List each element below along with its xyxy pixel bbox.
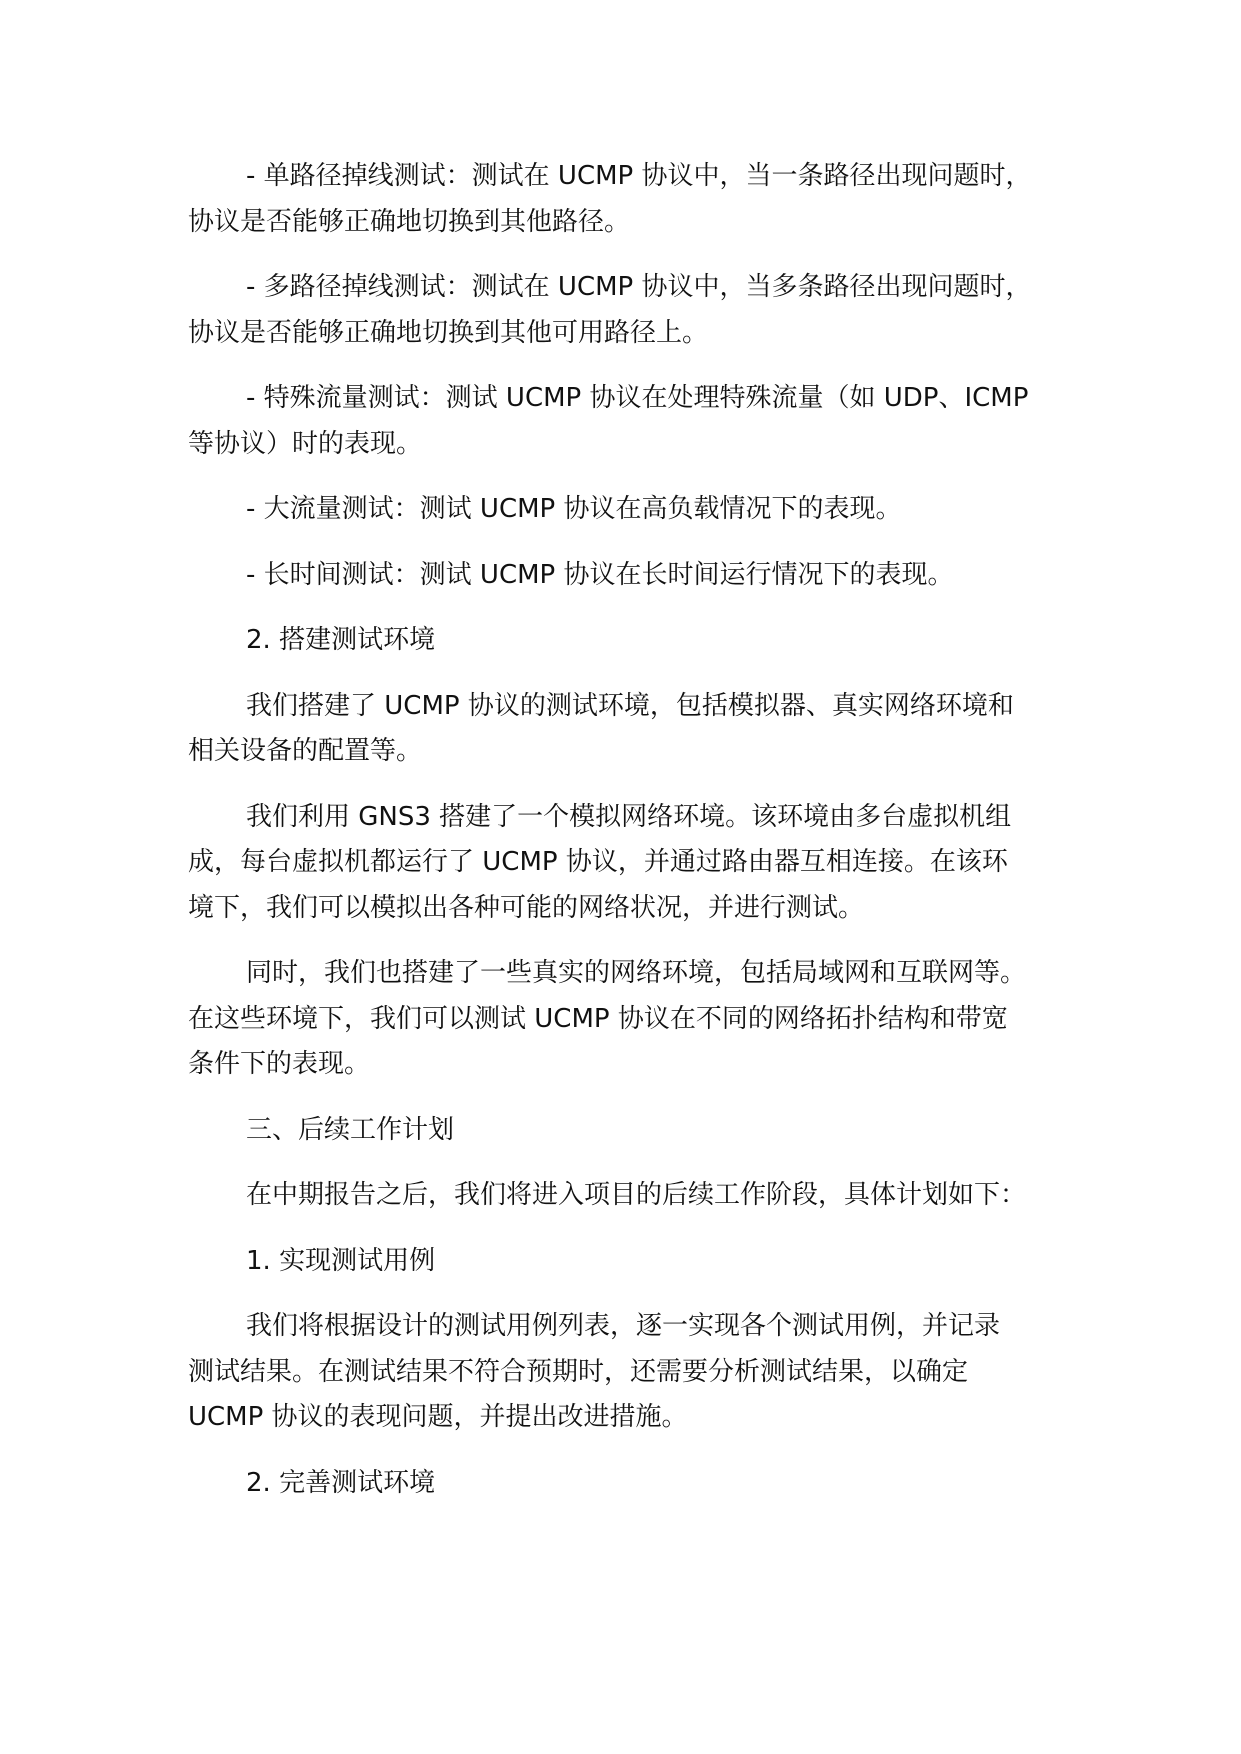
- paragraph-plan-intro: [188, 1173, 1088, 1219]
- paragraph-line: 测试结果。在测试结果不符合预期时，还需要分析测试结果，以确定: [188, 1356, 969, 1387]
- section-heading-build-environment: [188, 618, 1088, 664]
- paragraph-high-traffic-test: [188, 487, 1088, 533]
- paragraph-line: 同时，我们也搭建了一些真实的网络环境，包括局域网和互联网等。: [246, 958, 1027, 988]
- paragraph-line: - 特殊流量测试：测试 UCMP 协议在处理特殊流量（如 UDP、ICMP: [246, 383, 1029, 413]
- paragraph-line: - 长时间测试：测试 UCMP 协议在长时间运行情况下的表现。: [246, 559, 954, 590]
- heading-line: 2. 搭建测试环境: [246, 625, 436, 655]
- section-heading-implement-test-cases: [188, 1239, 1088, 1285]
- paragraph-line: 在中期报告之后，我们将进入项目的后续工作阶段，具体计划如下：: [246, 1180, 1027, 1210]
- paragraph-line: 协议是否能够正确地切换到其他路径。: [188, 206, 631, 237]
- paragraph-line: 我们将根据设计的测试用例列表，逐一实现各个测试用例，并记录: [246, 1311, 1001, 1341]
- paragraph-multi-path-test: [188, 265, 1088, 356]
- paragraph-line: 成，每台虚拟机都运行了 UCMP 协议，并通过路由器互相连接。在该环: [188, 847, 1008, 877]
- paragraph-line: 条件下的表现。: [188, 1049, 371, 1079]
- document-body: [188, 154, 1088, 1526]
- paragraph-single-path-test: [188, 154, 1088, 245]
- paragraph-line: - 多路径掉线测试：测试在 UCMP 协议中，当多条路径出现问题时，: [246, 272, 1032, 302]
- heading-line: 1. 实现测试用例: [246, 1245, 436, 1276]
- paragraph-line: 相关设备的配置等。: [188, 736, 423, 766]
- heading-line: 三、后续工作计划: [246, 1114, 455, 1145]
- paragraph-line: 协议是否能够正确地切换到其他可用路径上。: [188, 317, 709, 348]
- paragraph-line: 我们利用 GNS3 搭建了一个模拟网络环境。该环境由多台虚拟机组: [246, 801, 1012, 832]
- paragraph-line: UCMP 协议的表现问题，并提出改进措施。: [188, 1402, 688, 1432]
- section-heading-improve-environment: [188, 1461, 1088, 1507]
- paragraph-line: 境下，我们可以模拟出各种可能的网络状况，并进行测试。: [188, 892, 865, 923]
- paragraph-line: 我们搭建了 UCMP 协议的测试环境，包括模拟器、真实网络环境和: [246, 690, 1014, 721]
- paragraph-special-traffic-test: [188, 376, 1088, 467]
- paragraph-line: - 单路径掉线测试：测试在 UCMP 协议中，当一条路径出现问题时，: [246, 161, 1032, 191]
- paragraph-real-network-environment: [188, 951, 1088, 1088]
- paragraph-environment-overview: [188, 684, 1088, 775]
- paragraph-implement-test-cases: [188, 1304, 1088, 1441]
- paragraph-line: - 大流量测试：测试 UCMP 协议在高负载情况下的表现。: [246, 494, 902, 524]
- paragraph-line: 等协议）时的表现。: [188, 428, 423, 459]
- section-heading-follow-up-plan: [188, 1108, 1088, 1154]
- heading-line: 2. 完善测试环境: [246, 1467, 436, 1498]
- paragraph-long-duration-test: [188, 553, 1088, 599]
- paragraph-line: 在这些环境下，我们可以测试 UCMP 协议在不同的网络拓扑结构和带宽: [188, 1003, 1008, 1034]
- paragraph-gns3-environment: [188, 795, 1088, 932]
